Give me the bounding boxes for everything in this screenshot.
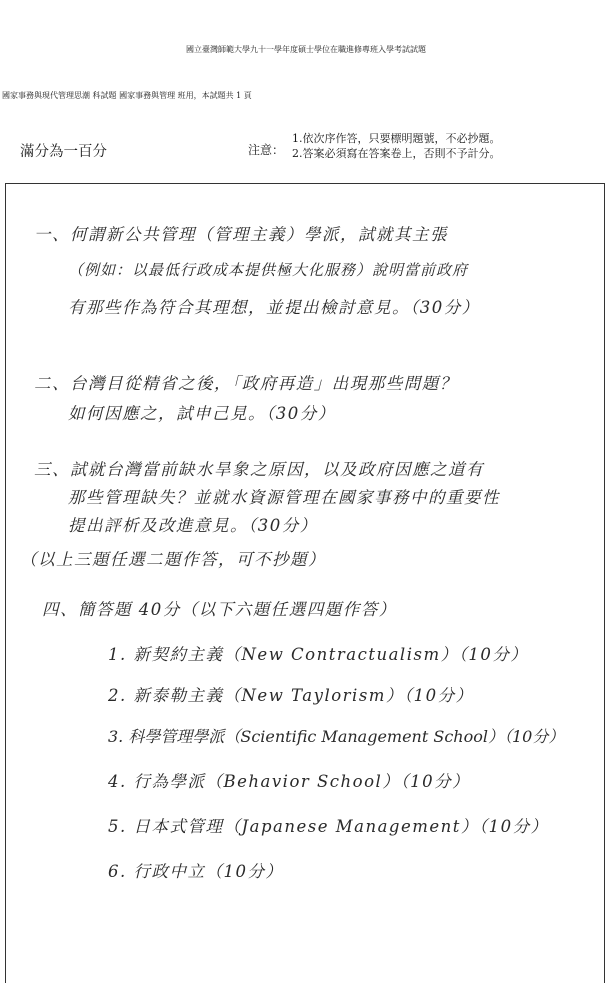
short-answer-item: 1. 新契約主義（New Contractualism）（10分） xyxy=(108,645,529,664)
q2-line-1: 二、台灣目從精省之後，「政府再造」出現那些問題？ xyxy=(34,374,458,393)
short-answer-item: 5. 日本式管理（Japanese Management）（10分） xyxy=(108,817,549,836)
exam-title: 國立臺灣師範大學九十一學年度碩士學位在職進修專班入學考試試題 xyxy=(186,45,426,54)
note-item: 1.依次序作答，只要標明題號，不必抄題。 xyxy=(292,132,501,145)
q3-line-2: 那些管理缺失？並就水資源管理在國家事務中的重要性 xyxy=(68,488,500,507)
full-score-label: 滿分為一百分 xyxy=(20,144,107,160)
q3-line-1: 三、試就台灣當前缺水旱象之原因，以及政府因應之道有 xyxy=(34,460,484,479)
notes-label: 注意： xyxy=(248,143,285,157)
q1-line-1: 一、何謂新公共管理（管理主義）學派，試就其主張 xyxy=(34,225,448,244)
handwritten-sheet xyxy=(5,183,605,983)
short-answer-item: 2. 新泰勒主義（New Taylorism）（10分） xyxy=(108,686,474,705)
exam-subtitle: 國家事務與現代管理思潮 科試題 國家事務與管理 班用，本試題共 1 頁 xyxy=(2,91,252,100)
short-answer-item: 3. 科學管理學派（Scientific Management School）（10分） xyxy=(108,727,565,746)
short-answer-heading: 四、簡答題 40分（以下六題任選四題作答） xyxy=(42,600,397,619)
note-item: 2.答案必須寫在答案卷上，否則不予計分。 xyxy=(292,147,501,160)
q1-line-3: 有那些作為符合其理想，並提出檢討意見。（30分） xyxy=(68,298,480,317)
q2-line-2: 如何因應之，試申己見。（30分） xyxy=(68,404,336,423)
short-answer-item: 4. 行為學派（Behavior School）（10分） xyxy=(108,772,471,791)
instruction-note: （以上三題任選二題作答，可不抄題） xyxy=(20,550,326,569)
short-answer-item: 6. 行政中立（10分） xyxy=(108,862,284,881)
q3-line-3: 提出評析及改進意見。（30分） xyxy=(68,516,318,535)
notes xyxy=(292,131,501,161)
q1-line-2: （例如：以最低行政成本提供極大化服務）說明當前政府 xyxy=(68,261,469,279)
